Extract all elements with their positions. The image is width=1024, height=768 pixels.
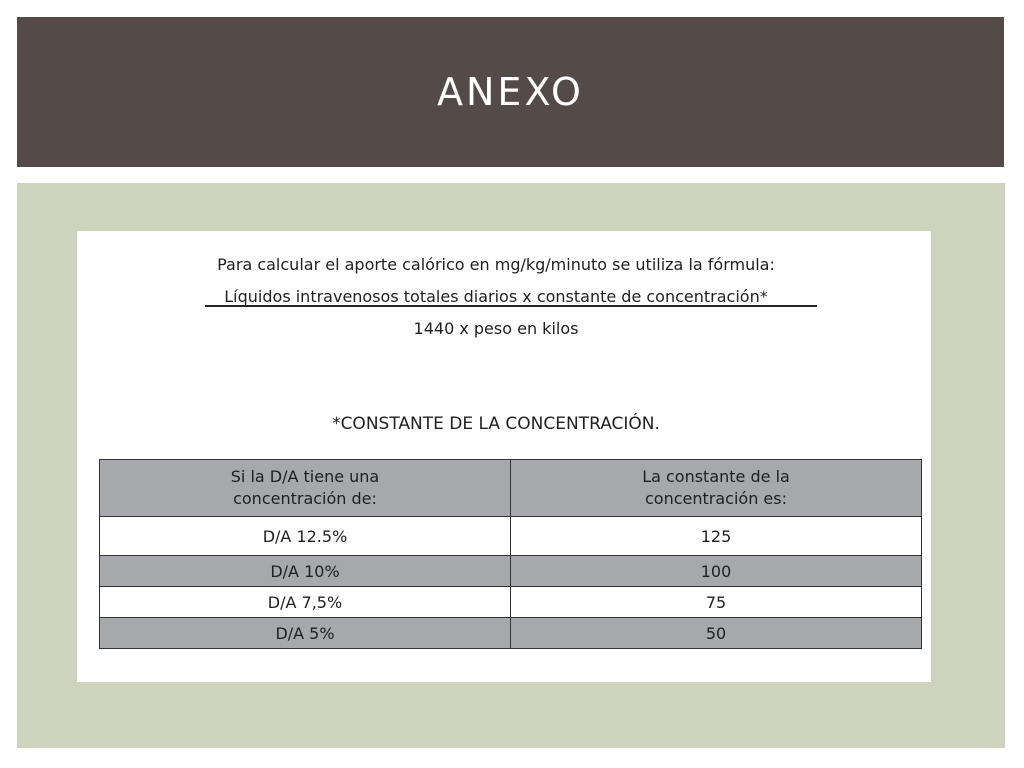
cell-constant: 75 — [511, 587, 922, 618]
table-row — [100, 587, 922, 618]
header-concentration-line1: Si la D/A tiene una — [230, 467, 380, 486]
formula-intro: Para calcular el aporte calórico en mg/kg/minuto se utiliza la fórmula: — [217, 255, 775, 274]
table-row — [100, 618, 922, 649]
formula-document — [77, 231, 931, 682]
cell-constant: 125 — [511, 517, 922, 556]
cell-concentration: D/A 12.5% — [100, 517, 511, 556]
cell-constant: 50 — [511, 618, 922, 649]
cell-concentration: D/A 10% — [100, 556, 511, 587]
fraction-bar — [205, 305, 817, 307]
slide-title: ANEXO — [437, 70, 584, 114]
cell-concentration: D/A 7,5% — [100, 587, 511, 618]
header-constant-line1: La constante de la — [642, 467, 790, 486]
table-header-row — [100, 460, 922, 517]
header-concentration — [100, 460, 511, 517]
constant-heading: *CONSTANTE DE LA CONCENTRACIÓN. — [332, 414, 660, 434]
header-concentration-line2: concentración de: — [233, 489, 377, 508]
concentration-table — [99, 459, 922, 649]
cell-constant: 100 — [511, 556, 922, 587]
table-row — [100, 517, 922, 556]
formula-numerator: Líquidos intravenosos totales diarios x constante de concentración* — [224, 287, 768, 306]
header-constant — [511, 460, 922, 517]
header-constant-line2: concentración es: — [645, 489, 787, 508]
title-bar — [17, 17, 1004, 167]
cell-concentration: D/A 5% — [100, 618, 511, 649]
table-row — [100, 556, 922, 587]
formula-denominator: 1440 x peso en kilos — [413, 319, 579, 338]
